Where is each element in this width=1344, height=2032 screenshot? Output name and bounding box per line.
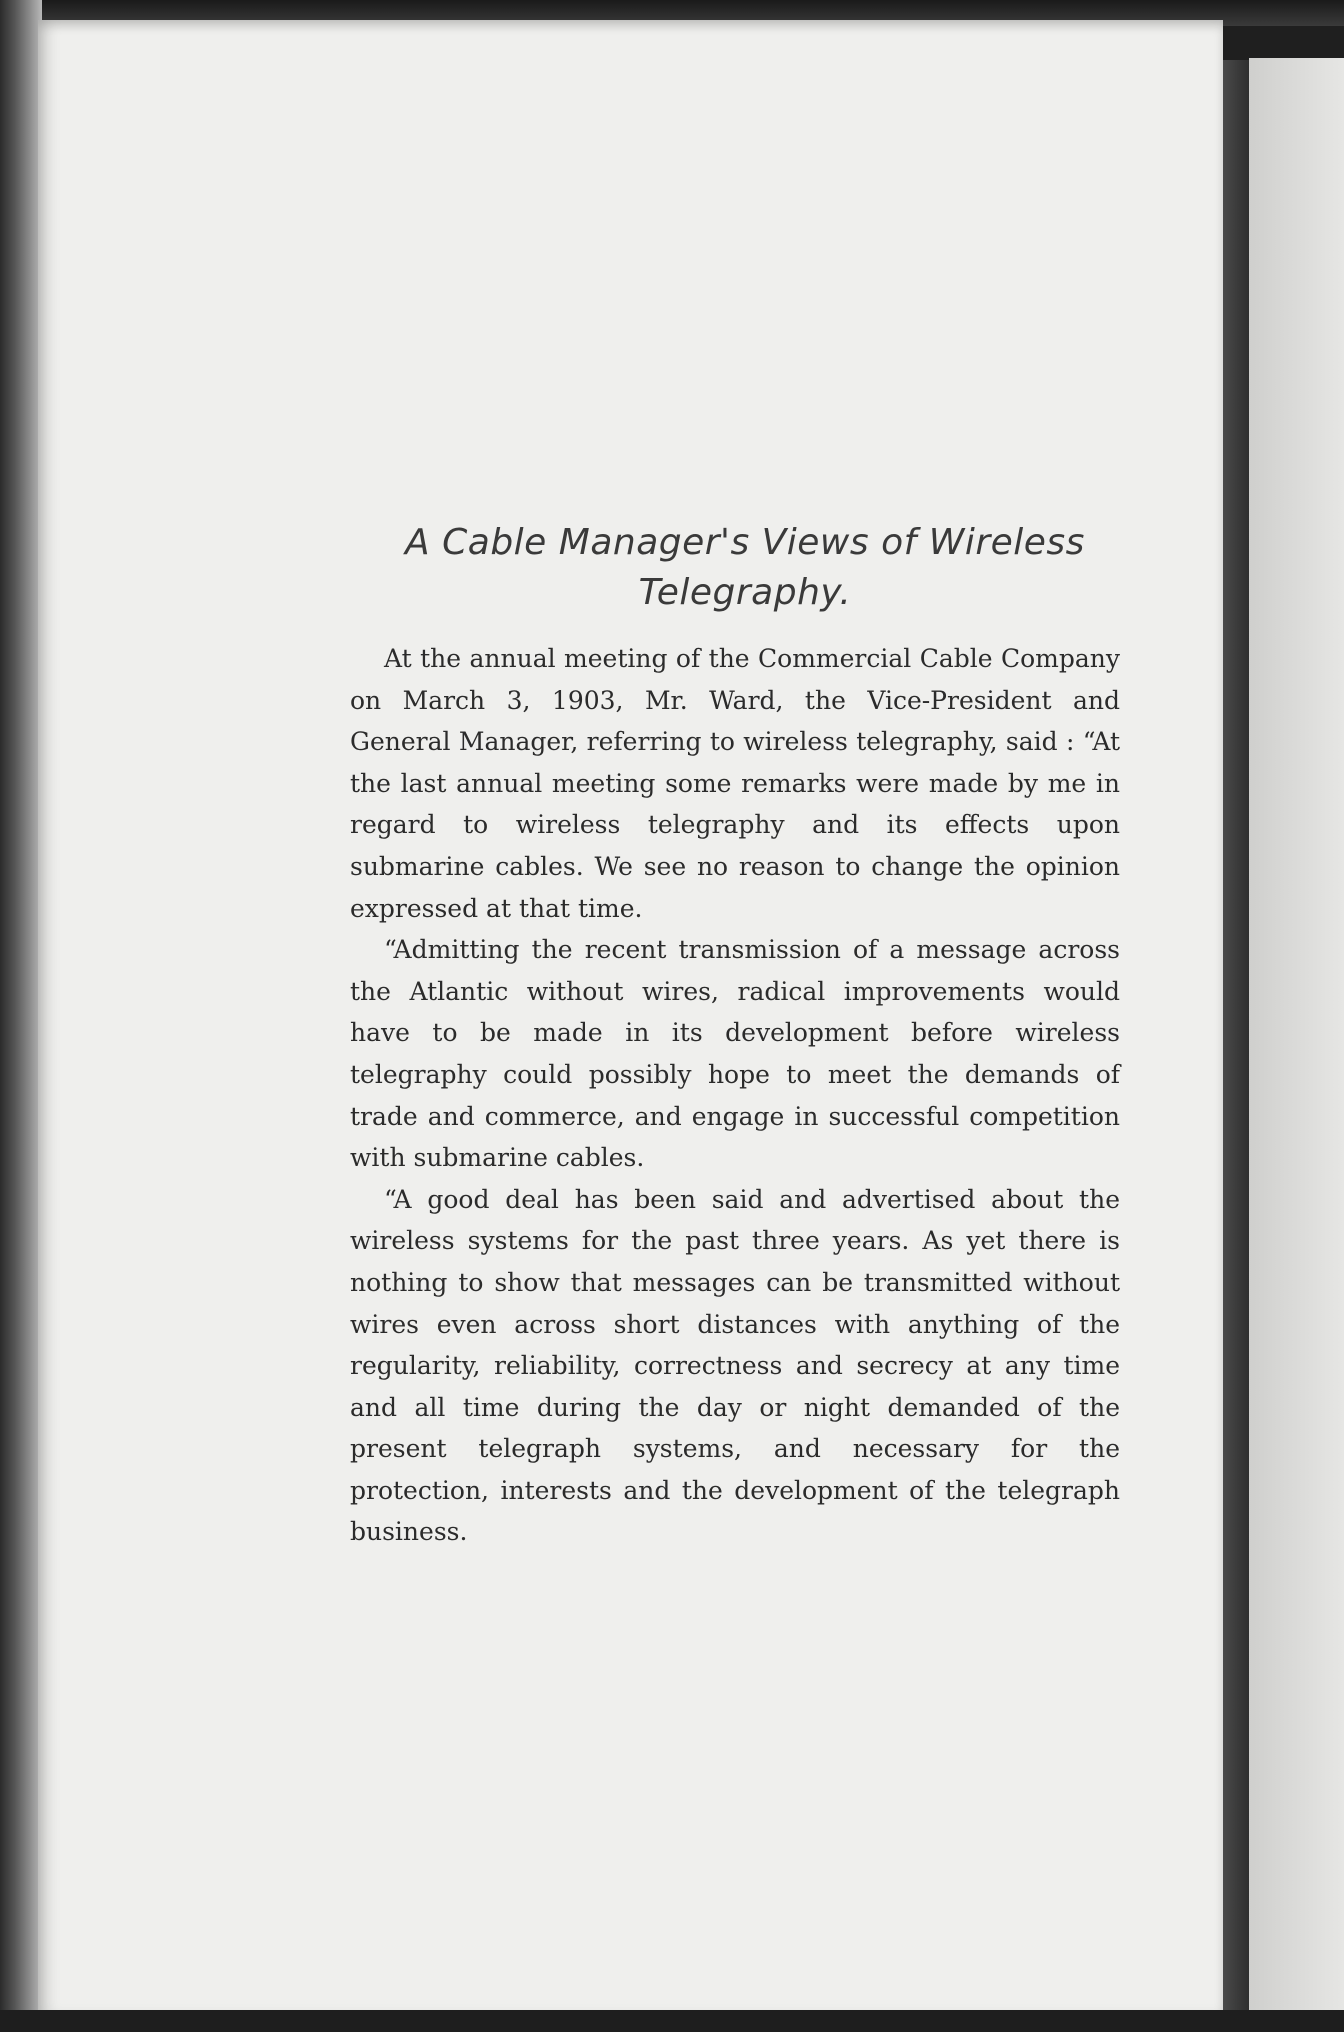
body-text bbox=[350, 638, 1120, 1553]
chapter-title-line-2: Telegraphy. bbox=[638, 572, 852, 613]
book-spine-edge bbox=[0, 0, 42, 2032]
chapter-title-line-1: A Cable Manager's Views of Wireless bbox=[405, 522, 1085, 563]
scan-bottom-edge bbox=[0, 2010, 1344, 2032]
paragraph-1: At the annual meeting of the Commercial Cable Company on March 3, 1903, Mr. Ward, the Vice-President and General Manager, referring to wireless telegraphy, said : “At the last annual meeting some remarks were made by me in regard to wireless telegraphy and its effects upon submarine cables. We see no reason to change the opinion expressed at that time. bbox=[350, 644, 1120, 923]
paragraph-3: “A good deal has been said and advertised about the wireless systems for the past three years. As yet there is nothing to show that messages can be transmitted without wires even across short distances with anything of the regularity, reliability, correctness and secrecy at any time and all time during the day or night demanded of the present telegraph systems, and necessary for the protection, interests and the development of the telegraph business. bbox=[350, 1184, 1120, 1547]
paragraph-2: “Admitting the recent transmission of a message across the Atlantic without wires, radical improvements would have to be made in its development before wireless telegraphy could possibly hope to meet the demands of trade and commerce, and engage in successful competition with submarine cables. bbox=[350, 935, 1120, 1173]
page-gutter bbox=[1223, 60, 1249, 2032]
chapter-title bbox=[360, 518, 1130, 618]
facing-page-edge bbox=[1249, 58, 1344, 2032]
